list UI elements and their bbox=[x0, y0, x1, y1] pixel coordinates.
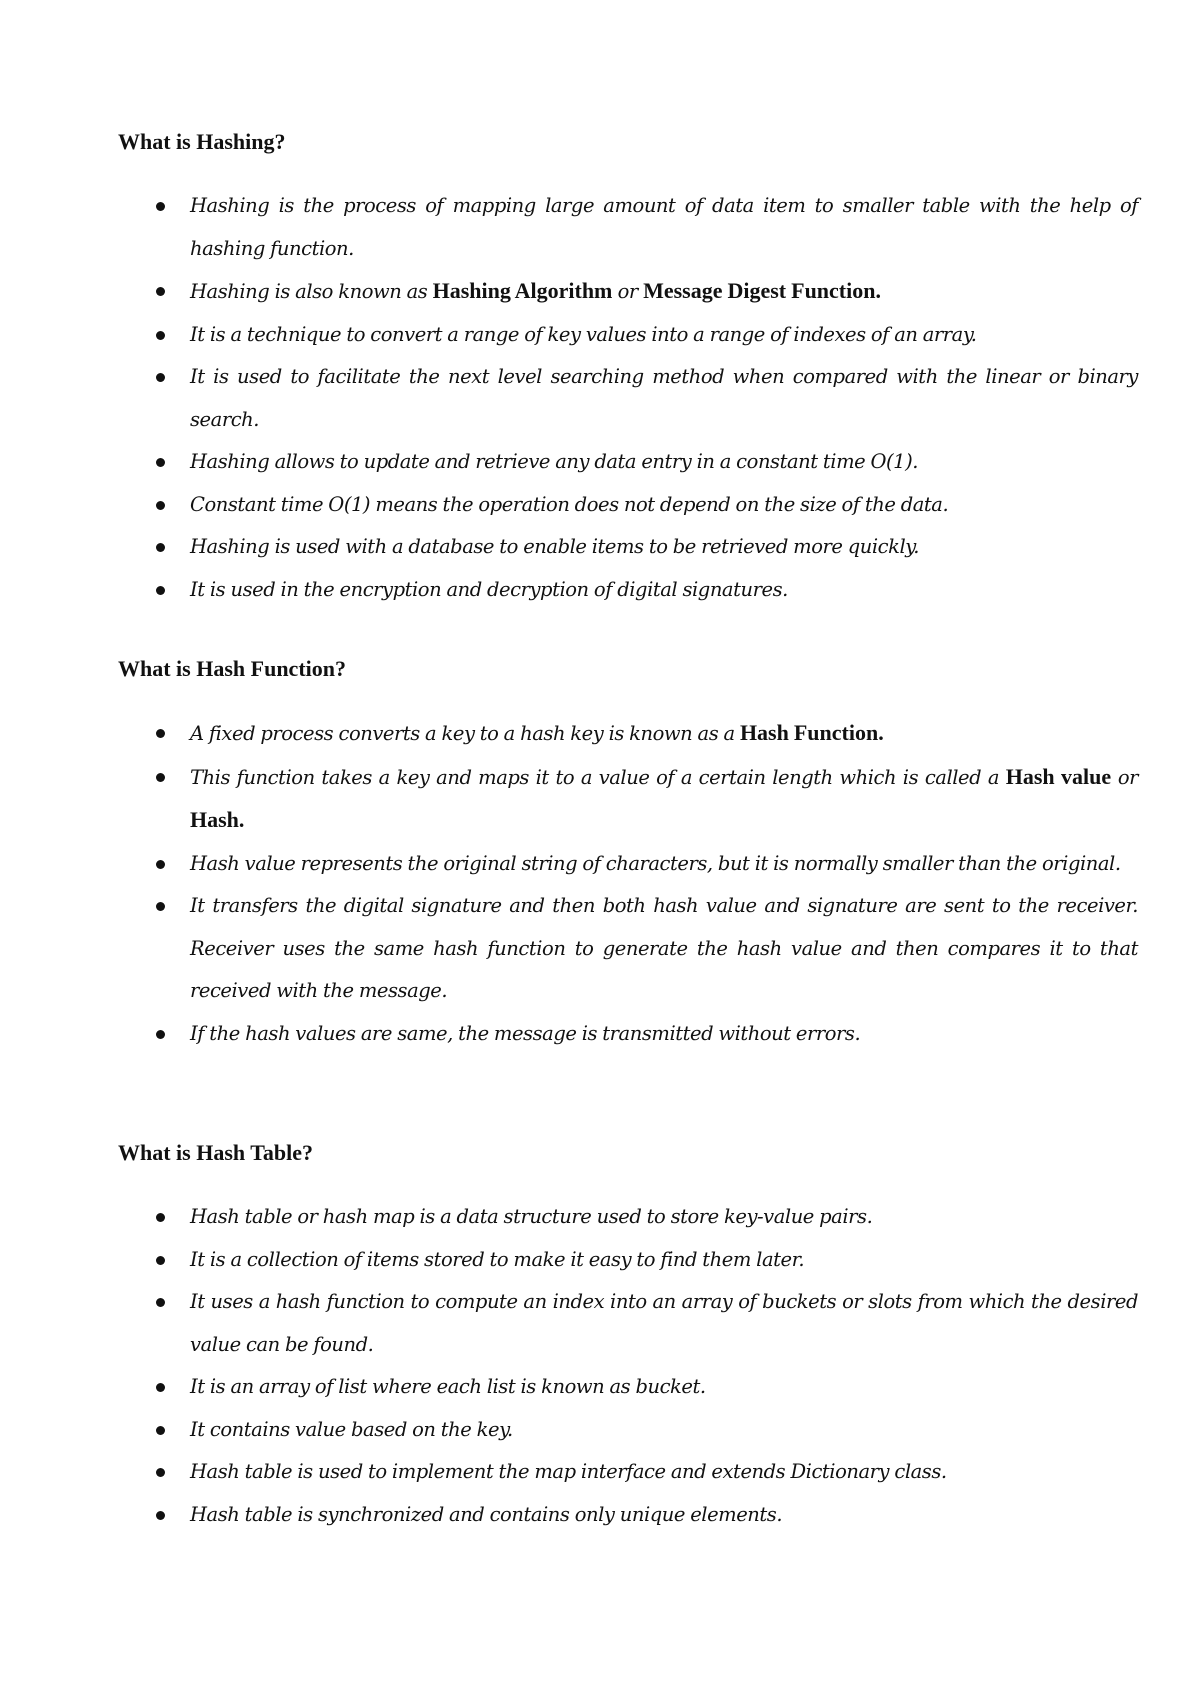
bullet-icon bbox=[156, 331, 165, 340]
bullet-icon bbox=[156, 543, 165, 552]
bullet-icon bbox=[156, 1383, 165, 1392]
bullet-icon bbox=[156, 902, 165, 911]
heading-what-is-hashing: What is Hashing? bbox=[118, 129, 286, 154]
bullet-icon bbox=[156, 202, 165, 211]
heading-what-is-hash-function: What is Hash Function? bbox=[118, 656, 346, 681]
section-hash-table bbox=[118, 1138, 1138, 1526]
bullet-icon bbox=[156, 1213, 165, 1222]
list-item: Hashing is also known as Hashing Algorithm or Message Digest Function. bbox=[118, 270, 1138, 314]
list-item: It is a technique to convert a range of key values into a range of indexes of an array. bbox=[118, 314, 1138, 357]
list-item: It is used in the encryption and decryption of digital signatures. bbox=[118, 569, 1138, 612]
bullet-icon bbox=[156, 373, 165, 382]
bullet-icon bbox=[156, 729, 165, 738]
bullet-icon bbox=[156, 501, 165, 510]
list-item: Hash table is used to implement the map interface and extends Dictionary class. bbox=[118, 1451, 1138, 1494]
bullet-icon bbox=[156, 860, 165, 869]
bullet-icon bbox=[156, 287, 165, 296]
list-item: If the hash values are same, the message is transmitted without errors. bbox=[118, 1013, 1138, 1056]
list-item: Hashing is the process of mapping large amount of data item to smaller table with the help of hashing function. bbox=[118, 185, 1138, 270]
list-item: Hash value represents the original string of characters, but it is normally smaller than the original. bbox=[118, 843, 1138, 886]
bullet-icon bbox=[156, 1468, 165, 1477]
bullet-icon bbox=[156, 1426, 165, 1435]
list-item: Constant time O(1) means the operation does not depend on the size of the data. bbox=[118, 484, 1138, 527]
list-item: It contains value based on the key. bbox=[118, 1409, 1138, 1452]
list-item: This function takes a key and maps it to a value of a certain length which is called a Hash value or Hash. bbox=[118, 756, 1138, 843]
list-item: Hash table or hash map is a data structure used to store key-value pairs. bbox=[118, 1196, 1138, 1239]
bullet-icon bbox=[156, 1298, 165, 1307]
list-item: It is a collection of items stored to make it easy to find them later. bbox=[118, 1239, 1138, 1282]
list-item: A fixed process converts a key to a hash key is known as a Hash Function. bbox=[118, 712, 1138, 756]
heading-what-is-hash-table: What is Hash Table? bbox=[118, 1140, 314, 1165]
hash-table-bullet-list bbox=[118, 1196, 1138, 1536]
section-hashing bbox=[118, 127, 1138, 601]
list-item: It transfers the digital signature and then both hash value and signature are sent to the receiver. Receiver uses the same hash function to generate the hash value and then compares it to that received with the message. bbox=[118, 885, 1138, 1013]
bullet-icon bbox=[156, 1256, 165, 1265]
list-item: Hashing is used with a database to enable items to be retrieved more quickly. bbox=[118, 526, 1138, 569]
list-item: It is used to facilitate the next level searching method when compared with the linear or binary search. bbox=[118, 356, 1138, 441]
bullet-icon bbox=[156, 773, 165, 782]
section-hash-function bbox=[118, 654, 1138, 1045]
bullet-icon bbox=[156, 1511, 165, 1520]
bullet-icon bbox=[156, 586, 165, 595]
bullet-icon bbox=[156, 458, 165, 467]
list-item: Hashing allows to update and retrieve any data entry in a constant time O(1). bbox=[118, 441, 1138, 484]
list-item: It is an array of list where each list is known as bucket. bbox=[118, 1366, 1138, 1409]
list-item: Hash table is synchronized and contains only unique elements. bbox=[118, 1494, 1138, 1537]
hashing-bullet-list bbox=[118, 185, 1138, 611]
list-item: It uses a hash function to compute an index into an array of buckets or slots from which the desired value can be found. bbox=[118, 1281, 1138, 1366]
bullet-icon bbox=[156, 1030, 165, 1039]
hash-function-bullet-list bbox=[118, 712, 1138, 1055]
